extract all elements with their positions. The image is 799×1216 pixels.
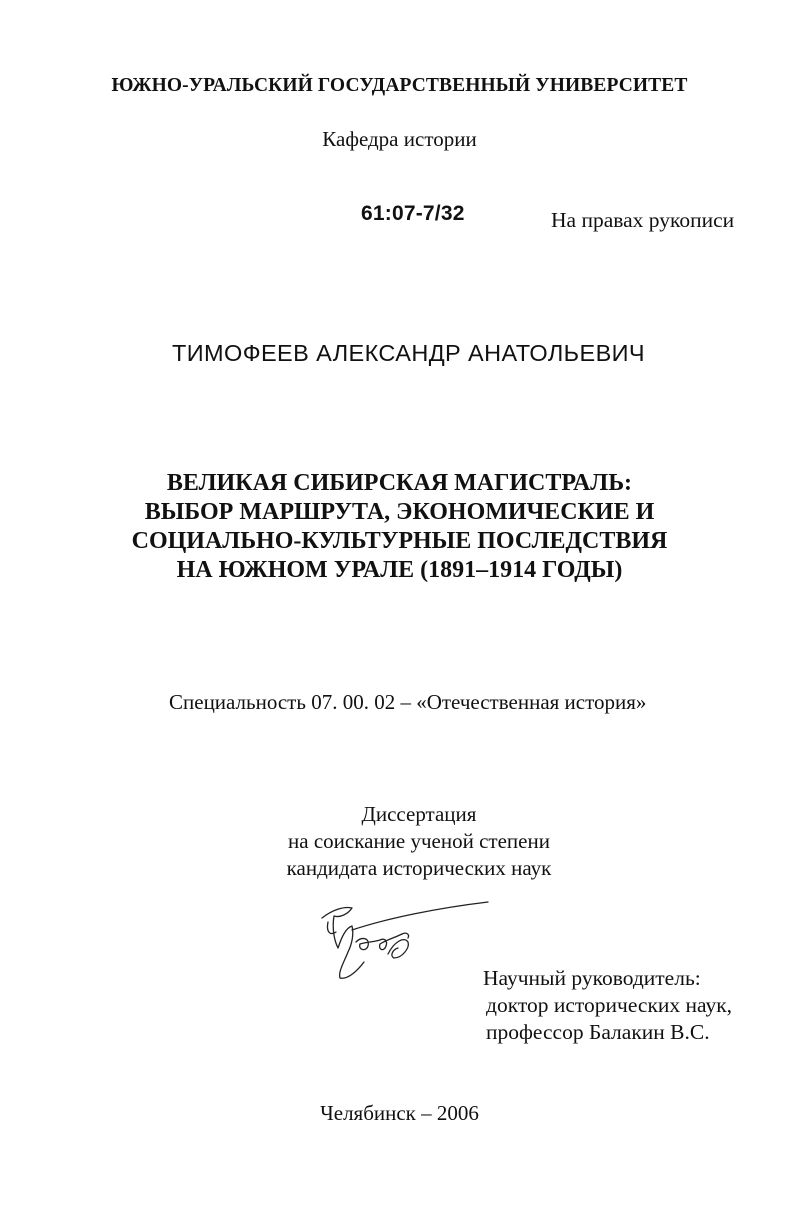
supervisor-line: профессор Балакин В.С. bbox=[486, 1020, 710, 1044]
catalog-code: 61:07-7/32 bbox=[361, 202, 465, 225]
signature-stroke bbox=[356, 934, 402, 950]
signature-stroke bbox=[352, 902, 488, 930]
thesis-title bbox=[0, 469, 799, 585]
department-name: Кафедра истории bbox=[322, 127, 477, 151]
supervisor-block bbox=[483, 965, 732, 1046]
title-line: НА ЮЖНОМ УРАЛЕ (1891–1914 ГОДЫ) bbox=[176, 557, 623, 583]
signature-stroke bbox=[388, 940, 408, 958]
thesis-degree-block bbox=[269, 801, 569, 882]
specialty-line: Специальность 07. 00. 02 – «Отечественная история» bbox=[169, 690, 647, 714]
signature-stroke bbox=[402, 933, 409, 938]
signature-stroke bbox=[327, 922, 336, 934]
title-line: СОЦИАЛЬНО-КУЛЬТУРНЫЕ ПОСЛЕДСТВИЯ bbox=[131, 528, 668, 554]
university-name: ЮЖНО-УРАЛЬСКИЙ ГОСУДАРСТВЕННЫЙ УНИВЕРСИТЕТ bbox=[111, 75, 688, 96]
title-line: ВЕЛИКАЯ СИБИРСКАЯ МАГИСТРАЛЬ: bbox=[166, 470, 633, 496]
author-name: ТИМОФЕЕВ АЛЕКСАНДР АНАТОЛЬЕВИЧ bbox=[172, 340, 645, 366]
title-line: ВЫБОР МАРШРУТА, ЭКОНОМИЧЕСКИЕ И bbox=[144, 499, 655, 525]
manuscript-rights-label: На правах рукописи bbox=[551, 208, 735, 232]
thesis-line: кандидата исторических наук bbox=[286, 856, 552, 880]
supervisor-line: Научный руководитель: bbox=[483, 966, 701, 990]
supervisor-line: доктор исторических наук, bbox=[486, 993, 733, 1017]
signature-icon bbox=[318, 892, 493, 984]
thesis-line: Диссертация bbox=[361, 802, 477, 826]
city-year: Челябинск – 2006 bbox=[320, 1101, 479, 1125]
thesis-line: на соискание ученой степени bbox=[288, 829, 550, 853]
signature-stroke bbox=[322, 907, 364, 978]
